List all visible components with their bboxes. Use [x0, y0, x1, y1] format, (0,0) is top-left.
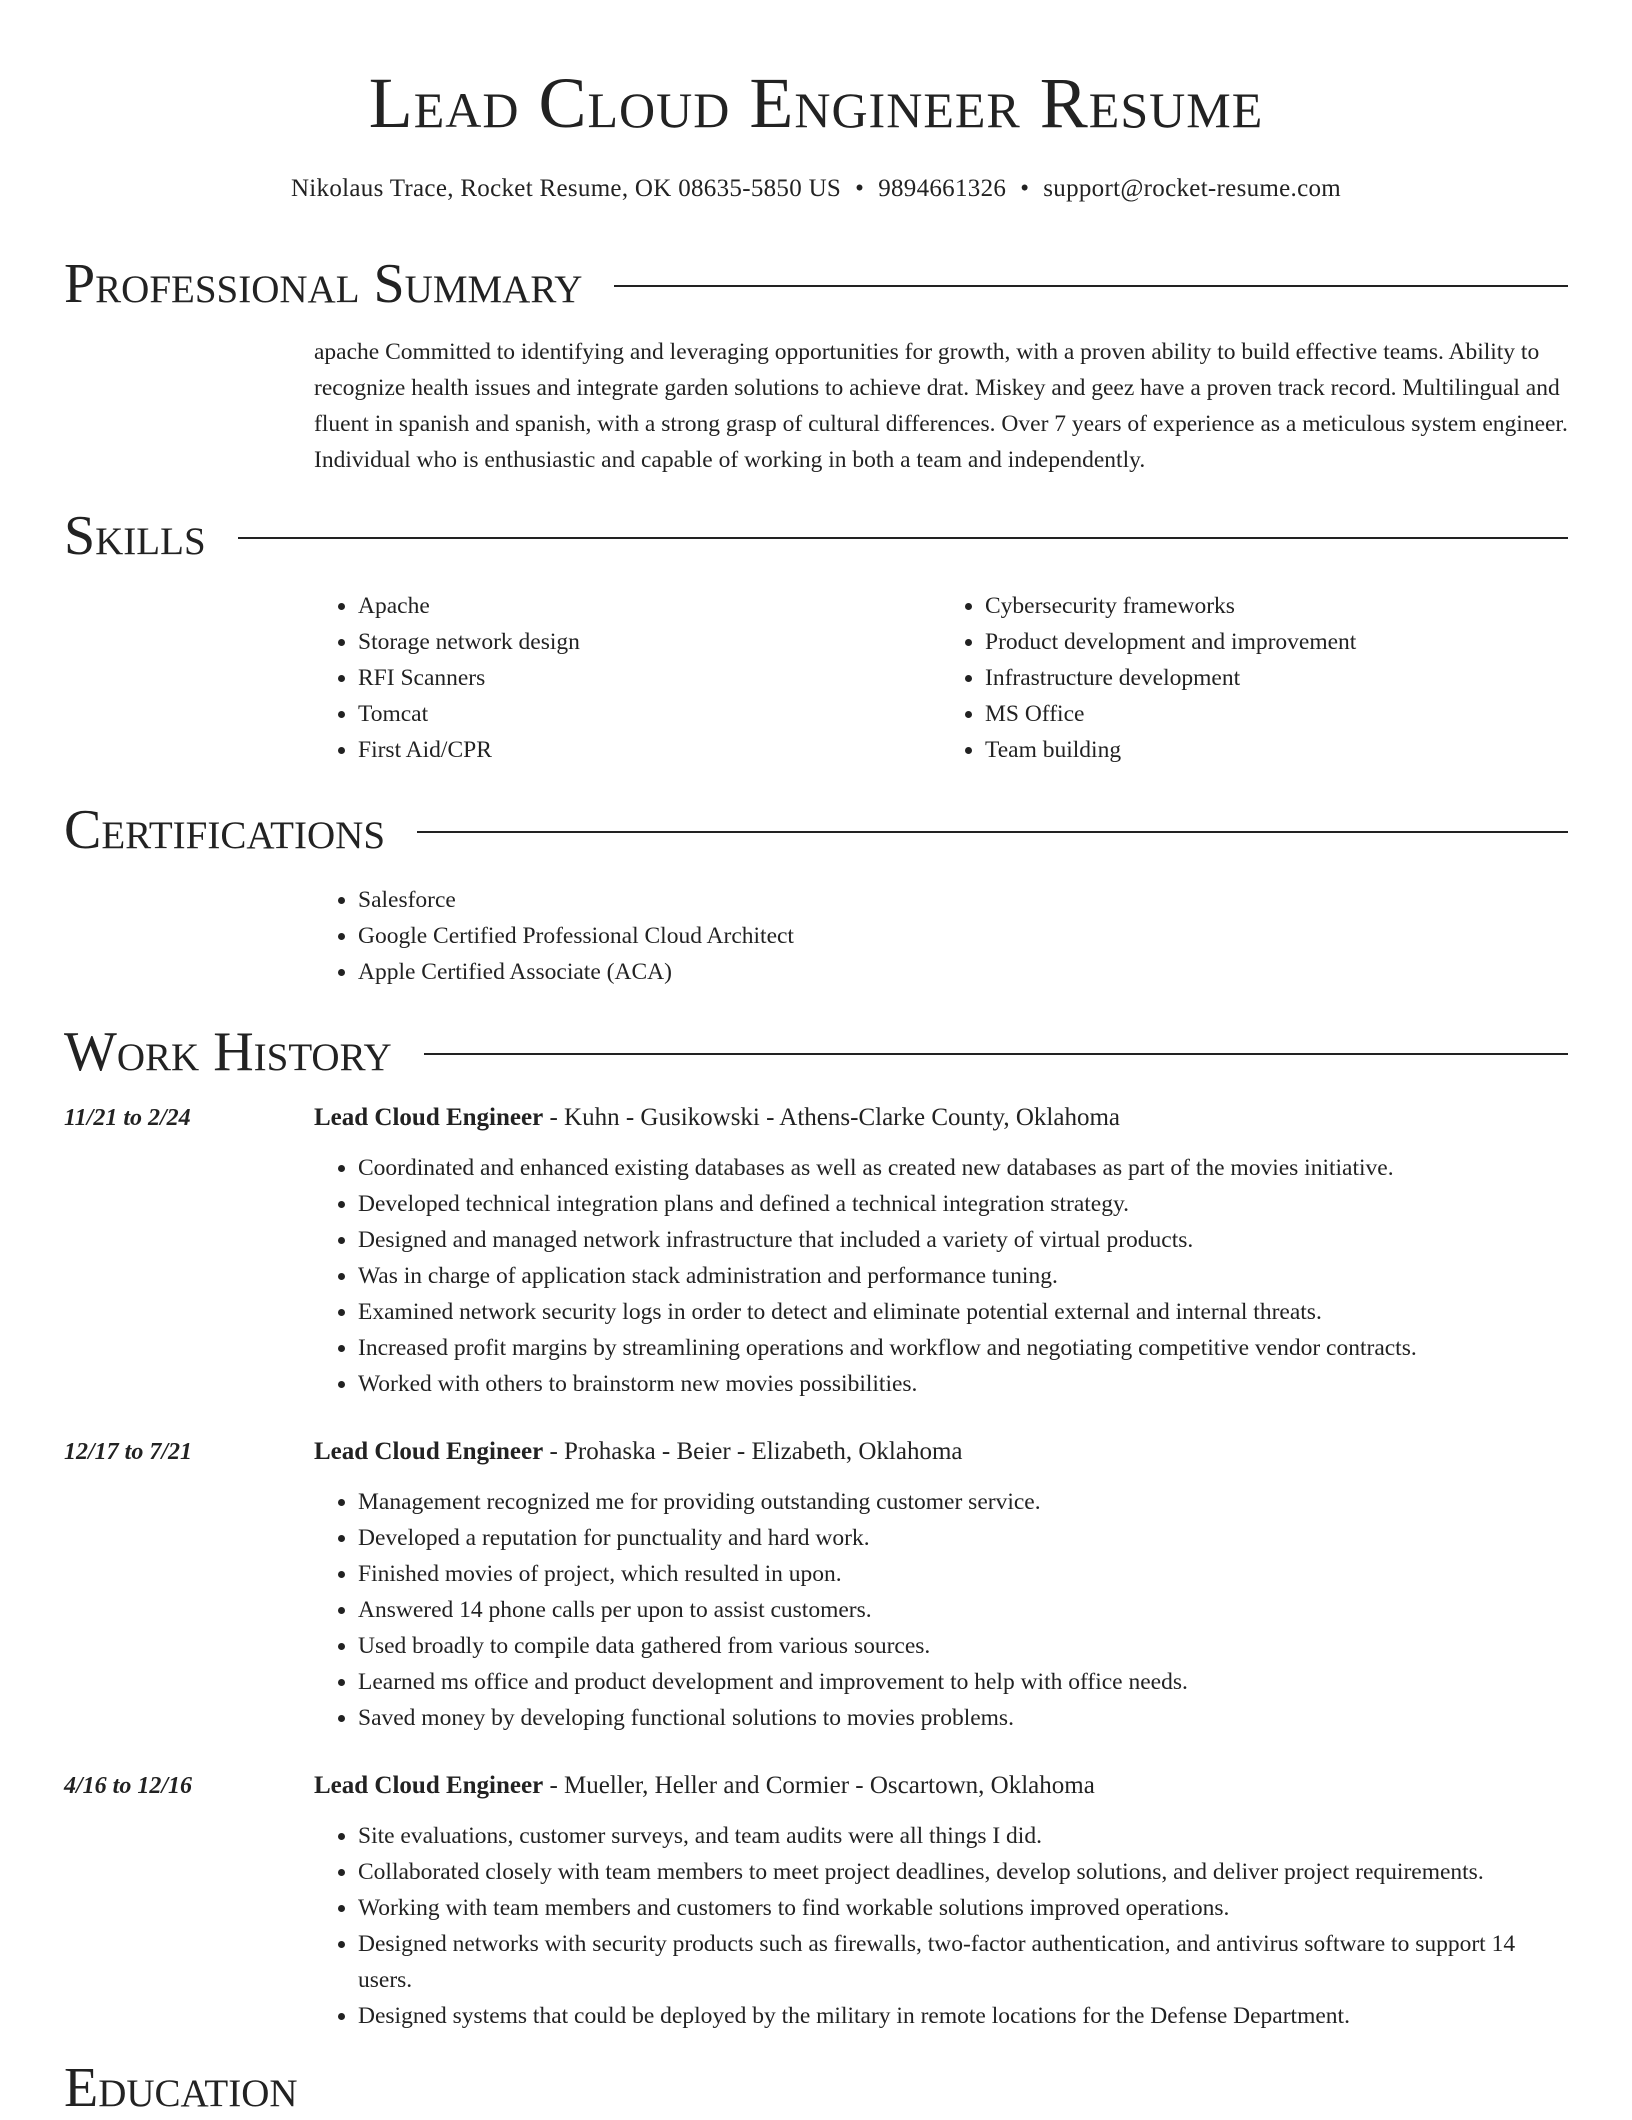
skills-list	[314, 588, 1568, 768]
job-role	[314, 1768, 1568, 1804]
job-bullet: • Used broadly to compile data gathered from various sources.	[358, 1628, 1568, 1664]
job-bullet: • Coordinated and enhanced existing databases as well as created new databases as part of the movies initiative.	[358, 1150, 1568, 1186]
job-bullet: • Was in charge of application stack administration and performance tuning.	[358, 1258, 1568, 1294]
section-divider	[417, 831, 1568, 833]
section-heading: Skills	[64, 505, 206, 567]
job-role	[314, 1100, 1568, 1136]
section-summary-header	[64, 252, 1568, 316]
section-heading: Education	[64, 2057, 298, 2119]
job-dates: 12/17 to 7/21	[64, 1439, 193, 1465]
contact-email: support@rocket-resume.com	[1043, 175, 1342, 202]
section-divider	[424, 1053, 1568, 1055]
section-education-header	[64, 2056, 1568, 2120]
job-entry	[64, 1768, 1568, 2034]
skills-column-left	[314, 588, 941, 768]
job-bullet: • Worked with others to brainstorm new movies possibilities.	[358, 1366, 1568, 1402]
job-dates: 4/16 to 12/16	[64, 1773, 193, 1799]
summary-text: apache Committed to identifying and leveraging opportunities for growth, with a proven ability to build effective teams. Ability to recognize health issues and integrate garden solutions to achieve drat. Miskey and geez have a proven track record. Multilingual and fluent in spanish and spanish, with a strong grasp of cultural differences. Over 7 years of experience as a meticulous system engineer. Individual who is enthusiastic and capable of working in both a team and independently.	[314, 339, 1568, 473]
skill-item: • Infrastructure development	[985, 660, 1568, 696]
job-bullet: • Developed technical integration plans and defined a technical integration strategy.	[358, 1186, 1568, 1222]
job-dates: 11/21 to 2/24	[64, 1105, 191, 1131]
contact-address: Nikolaus Trace, Rocket Resume, OK 08635-5850 US	[290, 175, 842, 202]
section-skills-header	[64, 504, 1568, 568]
job-bullet: • Designed and managed network infrastructure that included a variety of virtual products.	[358, 1222, 1568, 1258]
skill-item: • Storage network design	[358, 624, 941, 660]
section-heading: Professional Summary	[64, 253, 583, 315]
skill-item: • RFI Scanners	[358, 660, 941, 696]
job-title: Lead Cloud Engineer	[314, 1104, 544, 1131]
job-entry	[64, 1434, 1568, 1736]
job-bullet: • Collaborated closely with team members to meet project deadlines, develop solutions, and deliver project requirements.	[358, 1854, 1568, 1890]
job-bullet: • Learned ms office and product development and improvement to help with office needs.	[358, 1664, 1568, 1700]
job-bullet: • Increased profit margins by streamlining operations and workflow and negotiating competitive vendor contracts.	[358, 1330, 1568, 1366]
skill-item: • MS Office	[985, 696, 1568, 732]
skill-item: • Apache	[358, 588, 941, 624]
job-bullet: • Examined network security logs in order to detect and eliminate potential external and internal threats.	[358, 1294, 1568, 1330]
skill-item: • Cybersecurity frameworks	[985, 588, 1568, 624]
contact-phone: 9894661326	[878, 175, 1007, 202]
job-company: - Prohaska - Beier - Elizabeth, Oklahoma	[543, 1438, 963, 1465]
section-heading: Certifications	[64, 799, 386, 861]
job-company: - Kuhn - Gusikowski - Athens-Clarke County, Oklahoma	[543, 1104, 1120, 1131]
job-bullet: • Developed a reputation for punctuality and hard work.	[358, 1520, 1568, 1556]
resume-title: Lead Cloud Engineer Resume	[368, 63, 1264, 143]
job-bullet: • Management recognized me for providing outstanding customer service.	[358, 1484, 1568, 1520]
certification-item: • Apple Certified Associate (ACA)	[358, 954, 1568, 990]
job-bullet: • Site evaluations, customer surveys, and team audits were all things I did.	[358, 1818, 1568, 1854]
skill-item: • Team building	[985, 732, 1568, 768]
skills-column-right	[941, 588, 1568, 768]
skill-item: • First Aid/CPR	[358, 732, 941, 768]
certifications-list	[314, 882, 1568, 990]
job-bullet: • Designed networks with security products such as firewalls, two-factor authentication, and antivirus software to support 14 users.	[358, 1926, 1568, 1998]
job-company: - Mueller, Heller and Cormier - Oscartown, Oklahoma	[543, 1772, 1095, 1799]
certification-item: • Google Certified Professional Cloud Architect	[358, 918, 1568, 954]
skill-item: • Tomcat	[358, 696, 941, 732]
job-entry	[64, 1100, 1568, 1402]
job-bullet: • Answered 14 phone calls per upon to assist customers.	[358, 1592, 1568, 1628]
job-role	[314, 1434, 1568, 1470]
job-bullets	[314, 1818, 1568, 2034]
skill-item: • Product development and improvement	[985, 624, 1568, 660]
contact-separator: •	[1020, 175, 1030, 202]
job-title: Lead Cloud Engineer	[314, 1772, 544, 1799]
contact-separator: •	[855, 175, 865, 202]
section-divider	[614, 285, 1568, 287]
contact-line	[64, 172, 1568, 206]
section-divider	[238, 537, 1568, 539]
job-bullets	[314, 1484, 1568, 1736]
job-title: Lead Cloud Engineer	[314, 1438, 544, 1465]
job-bullet: • Working with team members and customers to find workable solutions improved operations.	[358, 1890, 1568, 1926]
resume-page	[64, 0, 1568, 2120]
certification-item: • Salesforce	[358, 882, 1568, 918]
job-bullets	[314, 1150, 1568, 1402]
section-work-header	[64, 1020, 1568, 1084]
job-bullet: • Saved money by developing functional solutions to movies problems.	[358, 1700, 1568, 1736]
job-bullet: • Finished movies of project, which resulted in upon.	[358, 1556, 1568, 1592]
job-bullet: • Designed systems that could be deployed by the military in remote locations for the Defense Department.	[358, 1998, 1568, 2034]
section-certifications-header	[64, 798, 1568, 862]
section-heading: Work History	[64, 1021, 392, 1083]
